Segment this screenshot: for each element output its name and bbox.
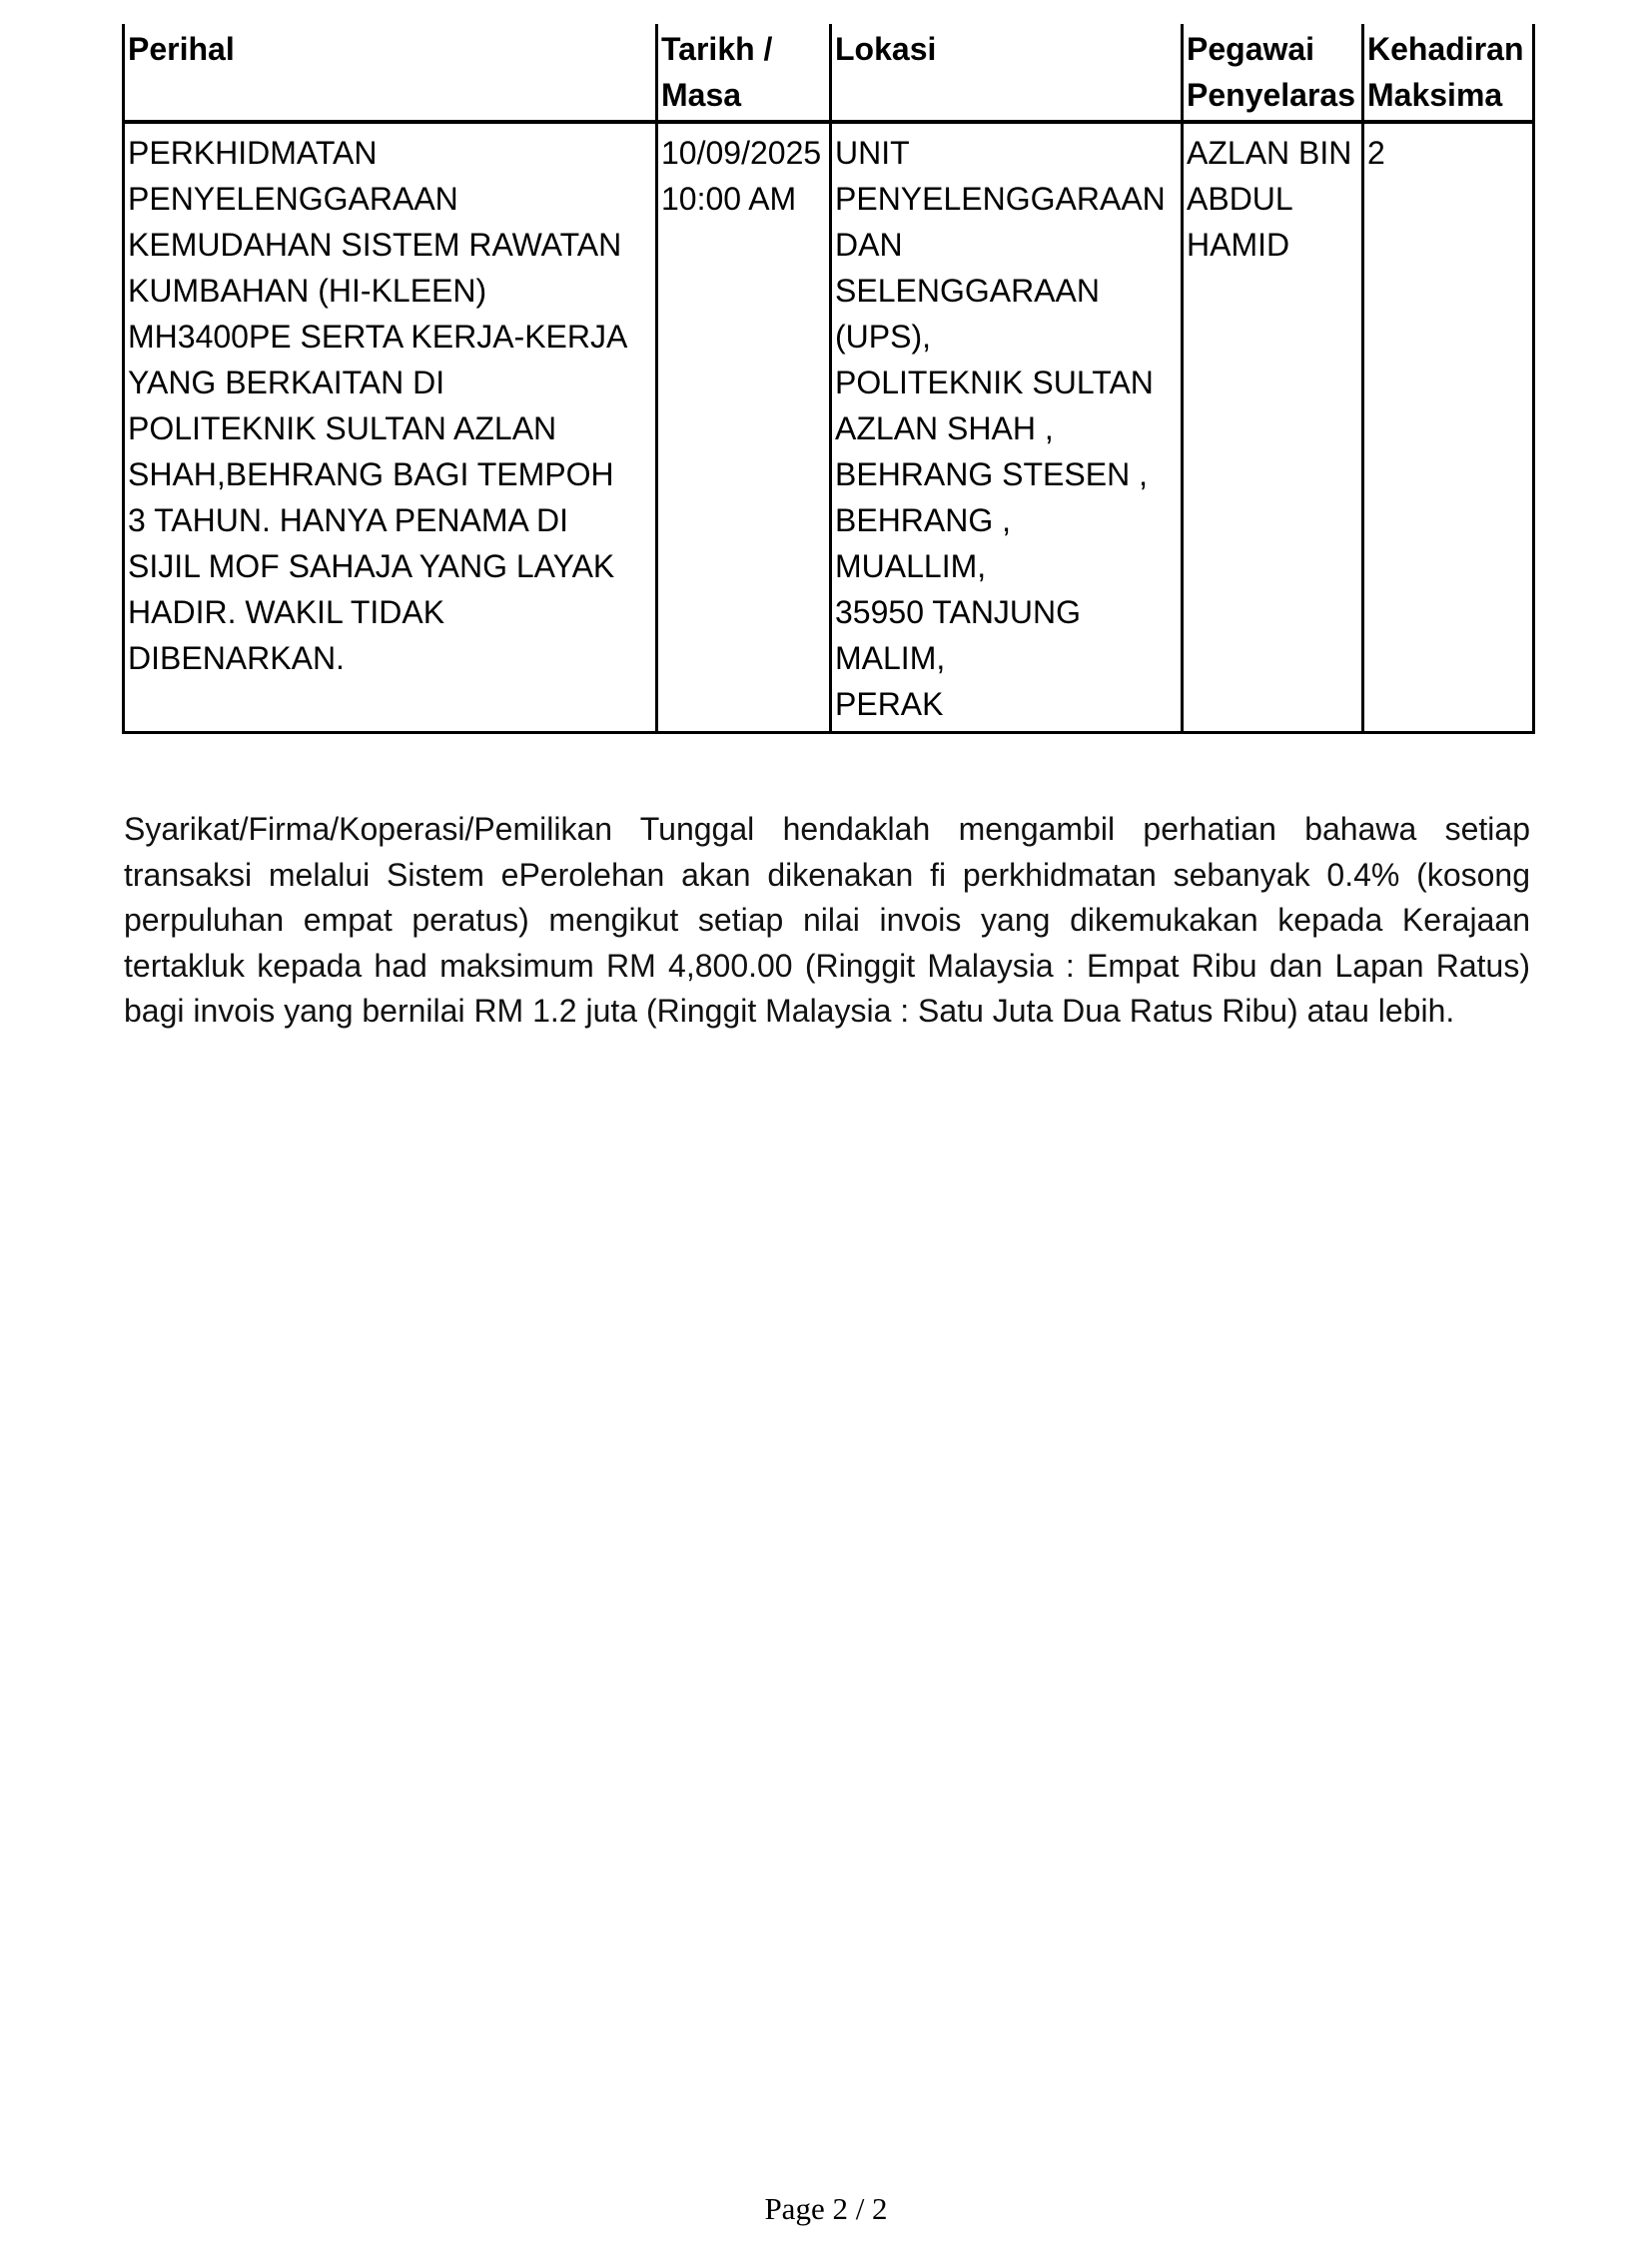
page-number: Page 2 / 2 (764, 2191, 888, 2226)
service-fee-notice: Syarikat/Firma/Koperasi/Pemilikan Tunggal hendaklah mengambil perhatian bahawa setiap transaksi melalui Sistem ePerolehan akan dikenakan fi perkhidmatan sebanyak 0.4% (kosong perpuluhan empat peratus) mengikut setiap nilai invois yang dikemukakan kepada Kerajaan tertakluk kepada had maksimum RM 4,800.00 (Ringgit Malaysia : Empat Ribu dan Lapan Ratus) bagi invois yang bernilai RM 1.2 juta (Ringgit Malaysia : Satu Juta Dua Ratus Ribu) atau lebih. (124, 811, 1530, 1029)
header-pegawai-penyelaras: Pegawai Penyelaras (1183, 24, 1363, 122)
cell-tarikh-masa: 10/09/2025 10:00 AM (657, 122, 831, 733)
cell-perihal: PERKHIDMATAN PENYELENGGARAAN KEMUDAHAN SISTEM RAWATAN KUMBAHAN (HI-KLEEN) MH3400PE SERTA KERJA-KERJA YANG BERKAITAN DI POLITEKNIK SULTAN AZLAN SHAH,BEHRANG BAGI TEMPOH 3 TAHUN. HANYA PENAMA DI SIJIL MOF SAHAJA YANG LAYAK HADIR. WAKIL TIDAK DIBENARKAN. (124, 122, 657, 733)
table-row (124, 122, 1534, 733)
briefing-table (122, 24, 1535, 734)
cell-lokasi: UNIT PENYELENGGARAAN DAN SELENGGARAAN (UPS), POLITEKNIK SULTAN AZLAN SHAH , BEHRANG STESEN , BEHRANG , MUALLIM, 35950 TANJUNG MALIM, PERAK (831, 122, 1183, 733)
table-header-row (124, 24, 1534, 122)
header-perihal: Perihal (124, 24, 657, 122)
header-kehadiran-maksima: Kehadiran Maksima (1363, 24, 1534, 122)
cell-pegawai-penyelaras: AZLAN BIN ABDUL HAMID (1183, 122, 1363, 733)
header-lokasi: Lokasi (831, 24, 1183, 122)
cell-kehadiran-maksima: 2 (1363, 122, 1534, 733)
header-tarikh-masa: Tarikh / Masa (657, 24, 831, 122)
